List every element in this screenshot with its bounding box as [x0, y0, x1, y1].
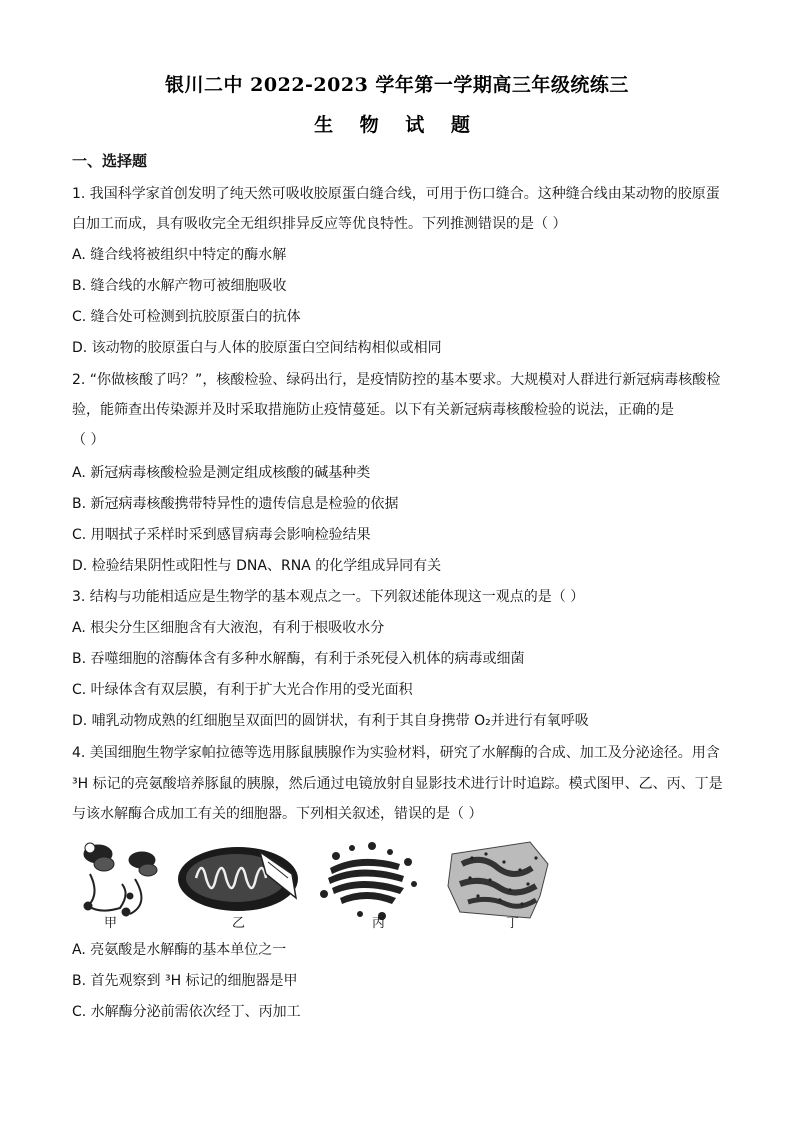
question-4-line-2: ³H 标记的亮氨酸培养豚鼠的胰腺，然后通过电镜放射自显影技术进行计时追踪。模式图甲、乙、丙、丁是: [72, 776, 723, 792]
question-1-option-d: D. 该动物的胶原蛋白与人体的胶原蛋白空间结构相似或相同: [72, 340, 442, 356]
exam-subtitle: 生 物 试 题: [314, 114, 480, 136]
question-3-option-b: B. 吞噬细胞的溶酶体含有多种水解酶，有利于杀死侵入机体的病毒或细菌: [72, 651, 525, 667]
question-2-line-1: 2. “你做核酸了吗？”，核酸检验、绿码出行，是疫情防控的基本要求。大规模对人群进行新冠病毒核酸检: [72, 372, 721, 388]
question-3-option-d: D. 哺乳动物成熟的红细胞呈双面凹的圆饼状，有利于其自身携带 O₂并进行有氧呼吸: [72, 713, 589, 729]
question-1-option-a: A. 缝合线将被组织中特定的酶水解: [72, 247, 287, 263]
question-4-option-a: A. 亮氨酸是水解酶的基本单位之一: [72, 942, 287, 958]
figure-label-bing: 丙: [372, 916, 386, 931]
question-4-line-3: 与该水解酶合成加工有关的细胞器。下列相关叙述，错误的是（ ）: [72, 806, 483, 822]
question-4-option-b: B. 首先观察到 ³H 标记的细胞器是甲: [72, 973, 298, 989]
figure-label-yi: 乙: [232, 916, 246, 931]
mitochondrion-illustration: [178, 847, 298, 911]
exam-title: 银川二中 2022-2023 学年第一学期高三年级统练三: [165, 74, 629, 96]
figure-label-ding: 丁: [506, 916, 520, 931]
question-1-line-1: 1. 我国科学家首创发明了纯天然可吸收胶原蛋白缝合线，可用于伤口缝合。这种缝合线由某动物的胶原蛋: [72, 186, 720, 202]
question-2-option-d: D. 检验结果阴性或阳性与 DNA、RNA 的化学组成异同有关: [72, 558, 442, 574]
question-4-line-1: 4. 美国细胞生物学家帕拉德等选用豚鼠胰腺作为实验材料，研究了水解酶的合成、加工及分泌途径。用含: [72, 745, 720, 761]
question-2-option-b: B. 新冠病毒核酸携带特异性的遗传信息是检验的依据: [72, 496, 399, 512]
golgi-illustration: [320, 842, 417, 920]
question-3-option-a: A. 根尖分生区细胞含有大液泡，有利于根吸收水分: [72, 620, 385, 636]
question-3-line-1: 3. 结构与功能相适应是生物学的基本观点之一。下列叙述能体现这一观点的是（ ）: [72, 589, 585, 605]
ribosome-illustration: [84, 843, 157, 916]
question-1-option-b: B. 缝合线的水解产物可被细胞吸收: [72, 278, 287, 294]
question-1-option-c: C. 缝合处可检测到抗胶原蛋白的抗体: [72, 309, 301, 325]
question-2-line-3: （ ）: [72, 432, 105, 448]
figure-label-jia: 甲: [104, 916, 118, 931]
endoplasmic-reticulum-illustration: [448, 842, 548, 918]
question-2-line-2: 验，能筛查出传染源并及时采取措施防止疫情蔓延。以下有关新冠病毒核酸检验的说法，正确的是: [72, 402, 674, 418]
question-2-option-c: C. 用咽拭子采样时采到感冒病毒会影响检验结果: [72, 527, 371, 543]
organelle-figure: [60, 834, 580, 934]
question-2-option-a: A. 新冠病毒核酸检验是测定组成核酸的碱基种类: [72, 465, 371, 481]
question-4-option-c: C. 水解酶分泌前需依次经丁、丙加工: [72, 1004, 301, 1020]
question-3-option-c: C. 叶绿体含有双层膜，有利于扩大光合作用的受光面积: [72, 682, 413, 698]
section-title: 一、选择题: [72, 152, 148, 170]
question-1-line-2: 白加工而成，具有吸收完全无组织排异反应等优良特性。下列推测错误的是（ ）: [72, 216, 567, 232]
